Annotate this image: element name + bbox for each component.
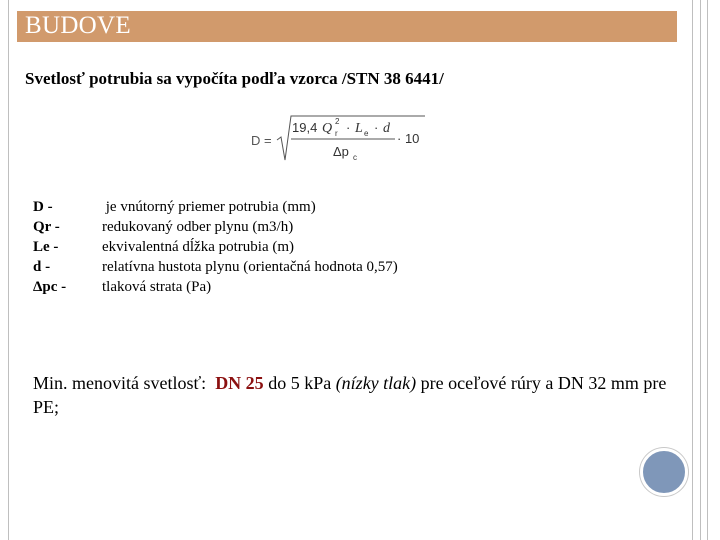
variable-symbol: Δpc - [33, 279, 67, 295]
variable-definition: ekvivalentná dĺžka potrubia (m) [102, 239, 295, 255]
note-prefix: Min. menovitá svetlosť: [33, 373, 216, 393]
note-middle: do 5 kPa [263, 373, 336, 393]
note-suffix: pre oceľové rúry a DN 32 mm pre PE; [33, 373, 667, 417]
variable-symbol: Le - [33, 239, 59, 255]
formula-coefficient: 19,4 [292, 120, 318, 135]
formula-denominator-subscript: c [353, 153, 357, 162]
corner-circle-ornament [640, 448, 688, 496]
slide-title: BUDOVE [25, 12, 131, 39]
formula-denominator: Δp [333, 144, 349, 159]
variable-symbol: Qr - [33, 219, 60, 235]
variable-symbol: D - [33, 199, 53, 215]
variable-definition: je vnútorný priemer potrubia (mm) [102, 199, 316, 215]
variable-symbol: d - [33, 259, 51, 275]
right-frame-line [707, 0, 708, 540]
note-paragraph [33, 371, 683, 419]
formula-q-subscript: r [335, 129, 338, 138]
formula-lhs: D = [251, 133, 272, 148]
right-frame-line [700, 0, 701, 540]
formula-le-subscript: e [364, 129, 369, 138]
variable-list [33, 197, 66, 297]
definition-list [102, 197, 398, 297]
variable-definition: redukovaný odber plynu (m3/h) [102, 219, 294, 235]
formula-q-exponent: 2 [335, 117, 340, 126]
svg-text:·: · [374, 120, 379, 135]
variable-definition: relatívna hustota plynu (orientačná hodnota 0,57) [102, 259, 398, 275]
slide-subtitle: Svetlosť potrubia sa vypočíta podľa vzorca /STN 38 6441/ [25, 69, 444, 88]
formula [245, 110, 435, 166]
svg-text:·: · [346, 120, 351, 135]
formula-le: L [355, 121, 363, 136]
formula-q: Q [322, 121, 333, 136]
note-highlight: DN 25 [215, 373, 264, 393]
left-frame-line [8, 0, 9, 540]
note-italic: (nízky tlak) [335, 373, 417, 393]
formula-factor: · 10 [397, 131, 420, 146]
variable-definition: tlaková strata (Pa) [102, 279, 212, 295]
right-frame-line [692, 0, 693, 540]
formula-d: d [383, 121, 390, 136]
